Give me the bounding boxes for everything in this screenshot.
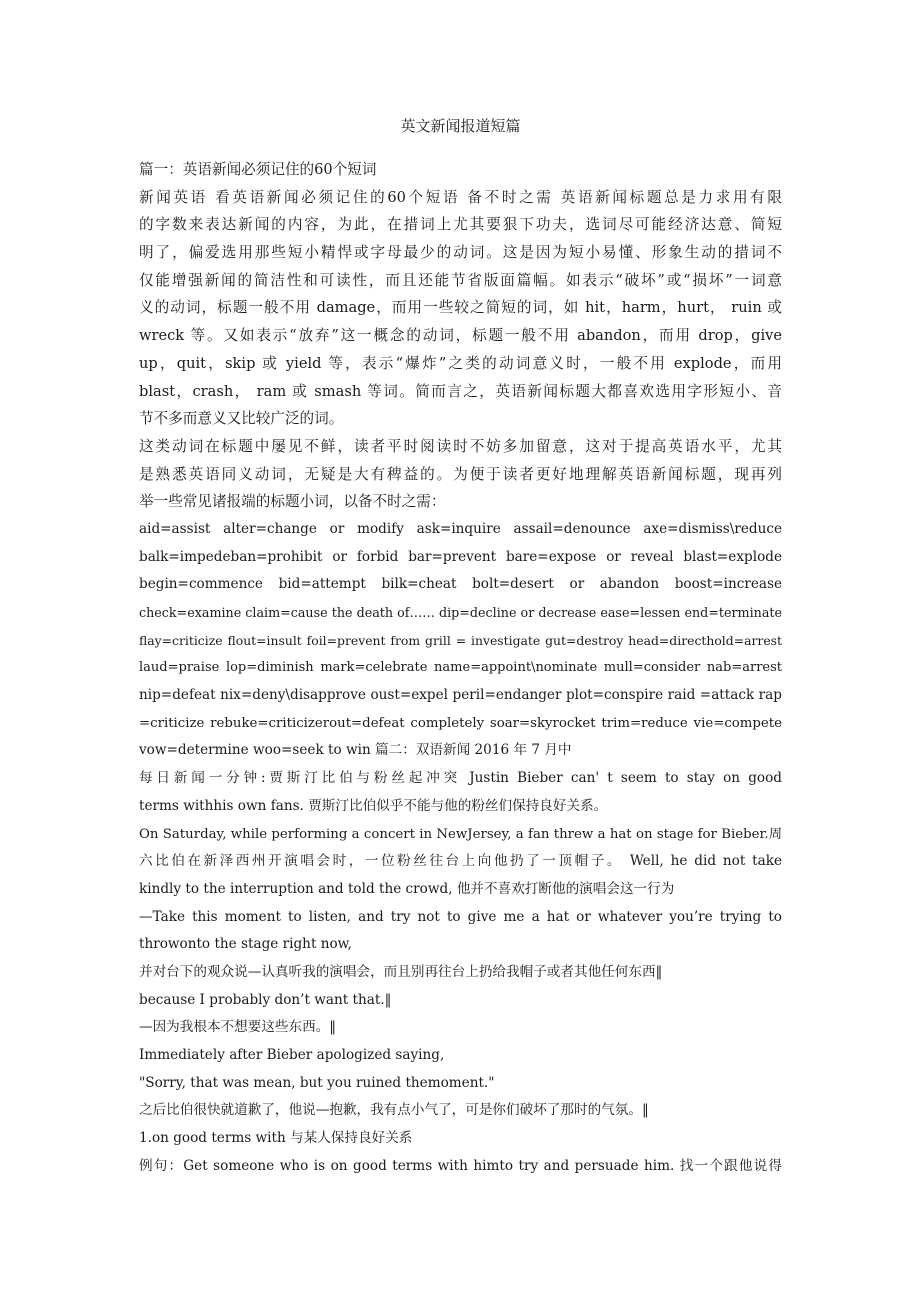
text-line: =criticize rebuke=criticizerout=defeat completely soar=skyrocket trim=reduce vie=compete	[139, 715, 782, 731]
text-line: 是熟悉英语同义动词，无疑是大有稗益的。为便于读者更好地理解英语新闻标题，现再列	[139, 465, 782, 483]
text-line: 节不多而意义又比较广泛的词。	[139, 410, 344, 428]
text-line: 的字数来表达新闻的内容，为此，在措词上尤其要狠下功夫，选词尽可能经济达意、简短	[139, 216, 782, 234]
text-line: aid=assist alter=change or modify ask=inquire assail=denounce axe=dismiss\reduce	[139, 520, 782, 537]
document-body	[139, 156, 782, 1180]
text-line: 明了，偏爱选用那些短小精悍或字母最少的动词。这是因为短小易懂、形象生动的措词不	[139, 244, 782, 262]
text-line: 1.on good terms with 与某人保持良好关系	[139, 1130, 413, 1147]
text-line: 每日新闻一分钟:贾斯汀比伯与粉丝起冲突 Justin Bieber can' t seem to stay on good	[139, 770, 782, 787]
text-line: blast，crash， ram 或 smash 等词。简而言之，英语新闻标题大都喜欢选用字形短小、音	[139, 382, 782, 400]
text-line: flay=criticize flout=insult foil=prevent from grill = investigate gut=destroy head=directhold=arrest	[139, 632, 782, 648]
text-line: balk=impedeban=prohibit or forbid bar=prevent bare=expose or reveal blast=explode	[139, 548, 782, 565]
text-line: 仅能增强新闻的简洁性和可读性，而且还能节省版面篇幅。如表示“破坏”或“损坏”一词意	[139, 271, 782, 289]
text-line: 例句：Get someone who is on good terms with himto try and persuade him. 找一个跟他说得	[139, 1157, 782, 1174]
text-line: —Take this moment to listen, and try not to give me a hat or whatever you’re trying to	[139, 908, 782, 925]
text-line: "Sorry, that was mean, but you ruined themoment."	[139, 1074, 495, 1091]
text-line: throwonto the stage right now,	[139, 936, 353, 953]
text-line: nip=defeat nix=deny\disapprove oust=expel peril=endanger plot=conspire raid =attack rap	[139, 687, 782, 704]
text-line: terms withhis own fans. 贾斯汀比伯似乎不能与他的粉丝们保持良好关系。	[139, 797, 608, 814]
text-line: laud=praise lop=diminish mark=celebrate name=appoint\nominate mull=consider nab=arrest	[139, 660, 782, 676]
text-line: 举一些常见诸报端的标题小词，以备不时之需：	[139, 493, 446, 511]
text-line: begin=commence bid=attempt bilk=cheat bolt=desert or abandon boost=increase	[139, 576, 782, 593]
text-line: On Saturday, while performing a concert in NewJersey, a fan threw a hat on stage for Bieber.周	[139, 826, 782, 842]
text-line: 义的动词，标题一般不用 damage，而用一些较之简短的词，如 hit，harm，hurt， ruin 或	[139, 299, 782, 317]
text-line: because I probably don’t want that.‖	[139, 991, 392, 1008]
text-line: 这类动词在标题中屡见不鲜，读者平时阅读时不妨多加留意，这对于提高英语水平，尤其	[139, 437, 782, 455]
text-line: —因为我根本不想要这些东西。‖	[139, 1019, 337, 1036]
text-line: check=examine claim=cause the death of…… dip=decline or decrease ease=lessen end=terminate	[139, 605, 782, 620]
text-line: 六比伯在新泽西州开演唱会时，一位粉丝往台上向他扔了一顶帽子。 Well, he did not take	[139, 853, 782, 870]
text-line: wreck 等。又如表示“放弃”这一概念的动词，标题一般不用 abandon，而用 drop，give	[139, 327, 782, 345]
text-line: up，quit，skip 或 yield 等，表示“爆炸”之类的动词意义时，一般不用 explode，而用	[139, 354, 782, 372]
document-page	[139, 0, 782, 1302]
text-line: 并对台下的观众说—认真听我的演唱会，而且别再往台上扔给我帽子或者其他任何东西‖	[139, 963, 663, 980]
document-title: 英文新闻报道短篇	[400, 117, 521, 135]
text-line: Immediately after Bieber apologized saying,	[139, 1047, 445, 1063]
text-line: kindly to the interruption and told the crowd, 他并不喜欢打断他的演唱会这一行为	[139, 880, 675, 897]
text-line: 新闻英语 看英语新闻必须记住的60个短语 备不时之需 英语新闻标题总是力求用有限	[139, 188, 782, 206]
text-line: 之后比伯很快就道歉了，他说—抱歉，我有点小气了，可是你们破坏了那时的气氛。‖	[139, 1102, 649, 1119]
text-line: 篇一：英语新闻必须记住的60个短词	[139, 161, 377, 178]
text-line: vow=determine woo=seek to win 篇二：双语新闻 2016 年 7 月中	[139, 742, 572, 759]
